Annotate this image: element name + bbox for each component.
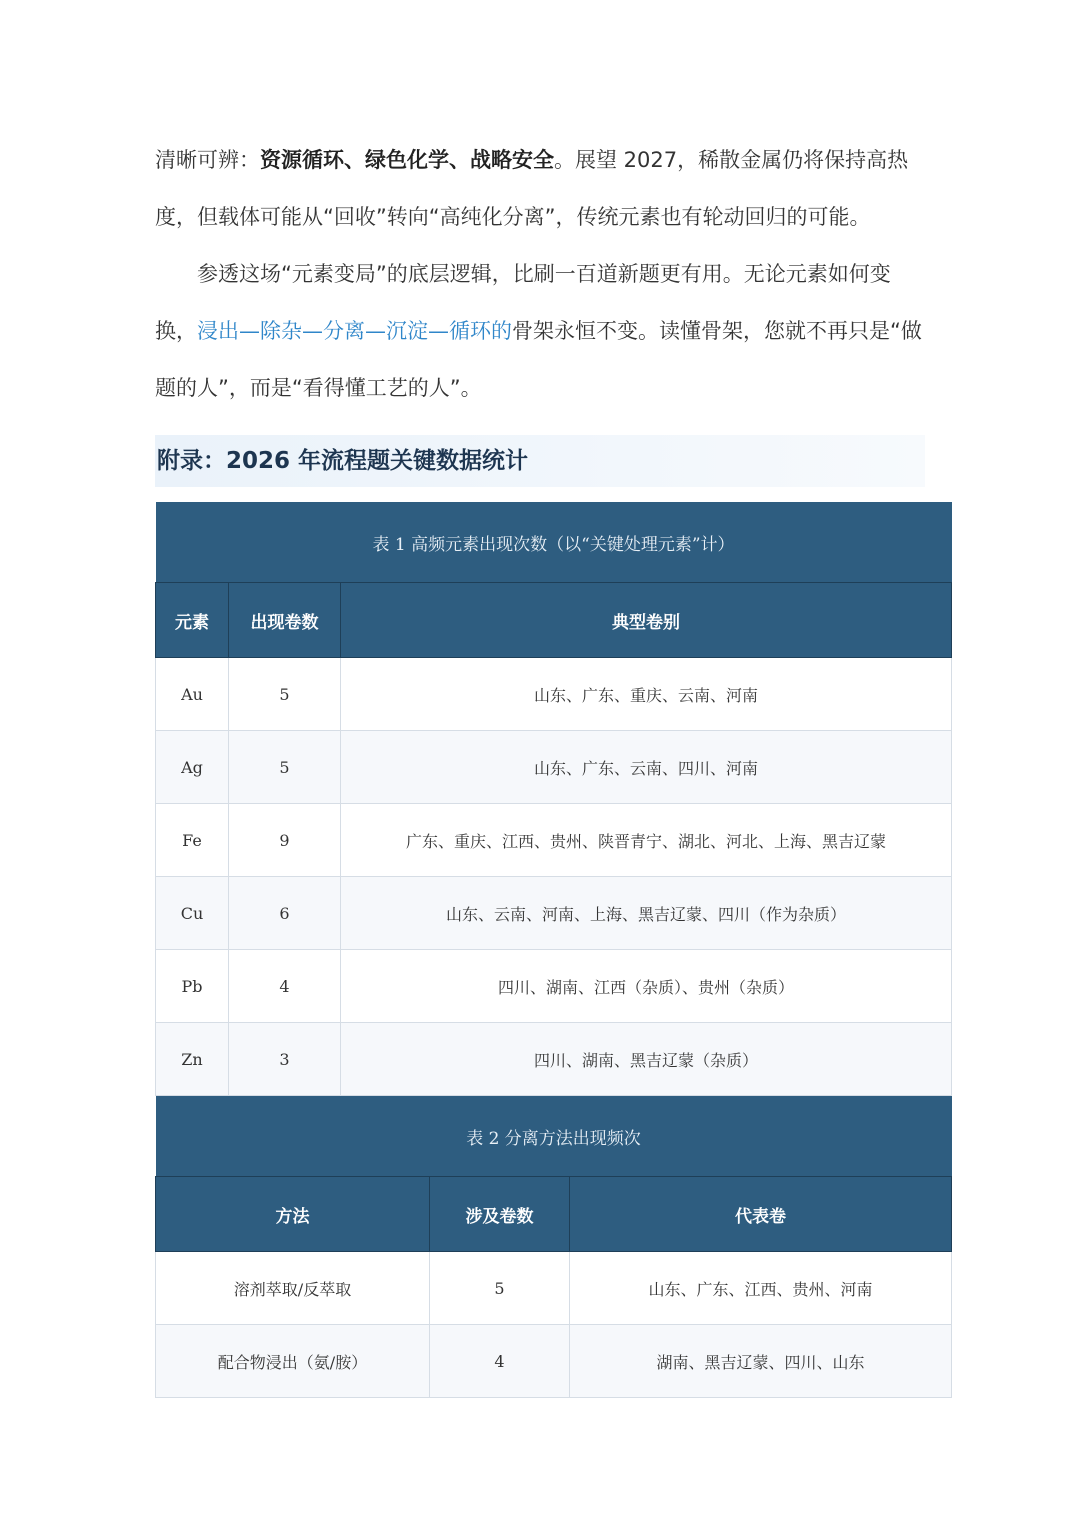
table-row [156, 950, 952, 1023]
tables-container [155, 502, 951, 1398]
table-cell: 广东、重庆、江西、贵州、陕晋青宁、湖北、河北、上海、黑吉辽蒙 [341, 804, 952, 877]
table-row [156, 731, 952, 804]
table-cell: 6 [229, 877, 341, 950]
table1-caption-row [156, 502, 952, 583]
table-cell: 山东、广东、江西、贵州、河南 [570, 1252, 952, 1325]
table2-caption: 表 2 分离方法出现频次 [156, 1096, 952, 1177]
p2-highlight-text: 浸出—除杂—分离—沉淀—循环的 [197, 319, 512, 343]
table-separation-methods [155, 1096, 952, 1398]
table-row [156, 1325, 952, 1398]
table1-header-papers: 典型卷别 [341, 583, 952, 658]
table-cell: 5 [229, 731, 341, 804]
article-body [155, 132, 925, 417]
table1-header-count: 出现卷数 [229, 583, 341, 658]
table-cell: 溶剂萃取/反萃取 [156, 1252, 430, 1325]
p2-text-a: 参透这场“元素变局”的底层逻辑，比刷一百道新题更有用。无论元素如何变换， [155, 262, 891, 343]
appendix-heading: 附录：2026 年流程题关键数据统计 [155, 435, 925, 487]
p1-text-b: 。展望 2027，稀散金属仍将保持高热度，但载体可能从“回收”转向“高纯化分离”，传统元素也有轮动回归的可能。 [155, 148, 909, 229]
table-cell: 9 [229, 804, 341, 877]
paragraph-1 [155, 132, 925, 246]
p1-bold-text: 资源循环、绿色化学、战略安全 [260, 148, 554, 172]
table-cell: 4 [229, 950, 341, 1023]
table-cell: 5 [229, 658, 341, 731]
table-cell: 5 [430, 1252, 570, 1325]
table-element-frequency [155, 502, 952, 1096]
table1-caption: 表 1 高频元素出现次数（以“关键处理元素”计） [156, 502, 952, 583]
table-cell: 配合物浸出（氨/胺） [156, 1325, 430, 1398]
table-cell: 4 [430, 1325, 570, 1398]
table-cell: 湖南、黑吉辽蒙、四川、山东 [570, 1325, 952, 1398]
table2-header-count: 涉及卷数 [430, 1177, 570, 1252]
table-cell: Zn [156, 1023, 229, 1096]
table-cell: 山东、云南、河南、上海、黑吉辽蒙、四川（作为杂质） [341, 877, 952, 950]
table-row [156, 1023, 952, 1096]
table-cell: Au [156, 658, 229, 731]
table-cell: Fe [156, 804, 229, 877]
table2-header-row [156, 1177, 952, 1252]
p2-text-b: 骨架永恒不变。读懂骨架，您就不再只是“做题的人”，而是“看得懂工艺的人”。 [155, 319, 922, 400]
table-row [156, 658, 952, 731]
table2-caption-row [156, 1096, 952, 1177]
table2-header-papers: 代表卷 [570, 1177, 952, 1252]
table-row [156, 1252, 952, 1325]
table-cell: 山东、广东、云南、四川、河南 [341, 731, 952, 804]
paragraph-2 [155, 246, 925, 417]
table-cell: Cu [156, 877, 229, 950]
table1-header-element: 元素 [156, 583, 229, 658]
table-row [156, 877, 952, 950]
table1-header-row [156, 583, 952, 658]
table-cell: 四川、湖南、黑吉辽蒙（杂质） [341, 1023, 952, 1096]
p1-text-a: 清晰可辨： [155, 148, 260, 172]
table-cell: Ag [156, 731, 229, 804]
table-cell: 3 [229, 1023, 341, 1096]
table-cell: Pb [156, 950, 229, 1023]
table2-header-method: 方法 [156, 1177, 430, 1252]
table-row [156, 804, 952, 877]
table-cell: 山东、广东、重庆、云南、河南 [341, 658, 952, 731]
table-cell: 四川、湖南、江西（杂质）、贵州（杂质） [341, 950, 952, 1023]
